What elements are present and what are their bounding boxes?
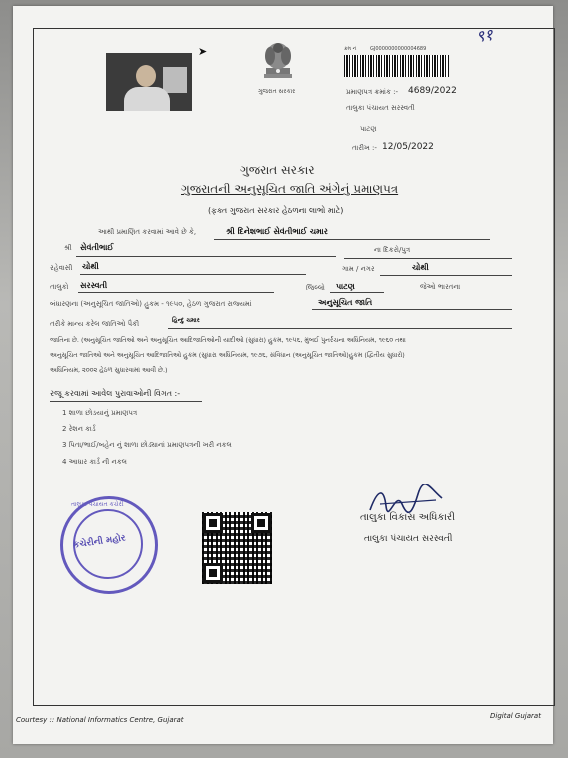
gov-title: ગુજરાત સરકાર	[240, 163, 315, 177]
officer-title: તાલુકા વિકાસ અધિકારી	[360, 512, 455, 523]
recognized-label: તરીકે માન્ય કરેલ જાતિઓ પૈકી	[50, 320, 140, 328]
holder-name: શ્રી દિનેશભાઈ સેવંતીભાઈ ચમાર	[226, 227, 328, 236]
place-value: ચોથી	[82, 262, 99, 271]
document-item-3: 3 પિતા/ભાઈ/બહેન નું શાળા છોડ્યાનાં પ્રમાણપત્રની ખરી નકલ	[62, 441, 232, 449]
district-line: પાટણ	[360, 125, 377, 133]
date-label: તારીખ :-	[352, 144, 377, 152]
category-value: અનુસૂચિત જાતિ	[318, 298, 373, 307]
arrow-mark-icon: ➤	[198, 45, 208, 58]
footer-brand: Digital Gujarat	[490, 712, 541, 720]
office-seal	[60, 496, 158, 594]
applicant-photo	[106, 53, 192, 111]
document-item-2: 2 રેશન કાર્ડ	[62, 425, 96, 433]
constitution-line: બંધારણના (અનુસૂચિત જાતિઓ) હુકમ - ૧૯૫૦, હેઠળ ગુજરાત રાજ્યમાં	[50, 300, 252, 308]
footer-courtesy: Courtesy :: National Informatics Centre, Gujarat	[16, 716, 184, 724]
office-line: તાલુકા પંચાયત સરસ્વતી	[346, 104, 415, 112]
documents-heading: રજૂ કરવામાં આવેલ પુરાવાઓની વિગત :-	[50, 389, 181, 398]
village-label: ગામ / નગર	[342, 265, 375, 273]
para-line-3: અધિનિયમ, ૨૦૦૨ હેઠળ સુધારવામાં આવી છે.)	[50, 366, 168, 374]
barcode-number: GJ0000000000004689	[370, 46, 427, 52]
cert-no-label: પ્રમાણપત્ર ક્રમાંક :-	[346, 88, 399, 96]
seal-ring-text: તાલુકા પંચાયત કચેરી	[71, 501, 124, 508]
document-item-1: 1 શાળા છોડયાનું પ્રમાણપત્ર	[62, 409, 138, 417]
cert-no: 4689/2022	[408, 86, 457, 96]
barcode	[344, 55, 449, 77]
caste-value: હિન્દુ ચમાર	[172, 317, 200, 324]
qr-code	[202, 512, 272, 584]
para-line-2: અનુસૂચિત જાતિઓ અને અનુસૂચિત આદિજાતિઓ હુકમ (સુધારા અધિનિયમ, ૧૯૭૬, સંવિધાન (અનુસૂચિત જાતિઓ)હુકમ (દ્વિતીય સુધારો)	[50, 351, 405, 359]
shri-label: શ્રી	[64, 244, 72, 252]
son-of-label: ના દિકરો/પુત્ર	[374, 246, 411, 254]
certificate-title: ગુજરાતની અનુસૂચિત જાતિ અંગેનું પ્રમાણપત્ર	[181, 182, 399, 196]
district-label: જિલ્લો	[306, 284, 325, 292]
officer-office: તાલુકા પંચાયત સરસ્વતી	[364, 534, 453, 544]
document-item-4: 4 આધાર કાર્ડ ની નકલ	[62, 458, 127, 466]
national-emblem-icon	[256, 38, 300, 86]
certificate-subtitle: (ફક્ત ગુજરાત સરકાર હેઠળના લાભો માટે)	[208, 206, 344, 215]
taluka-value: સરસ્વતી	[80, 281, 108, 290]
district-value: પાટણ	[336, 282, 355, 291]
father-name: સેવંતીભાઈ	[80, 243, 114, 252]
seal-center-text: કચેરીની મહોર	[72, 533, 127, 551]
issue-date: 12/05/2022	[382, 142, 434, 152]
intro-text: આથી પ્રમાણિત કરવામાં આવે છે કે,	[98, 228, 197, 236]
emblem-caption: ગુજરાત સરકાર	[258, 88, 296, 95]
serial-small-label: ક્રમ નં	[344, 46, 357, 52]
taluka-label: તાલુકો	[50, 283, 69, 291]
village-value: ચોથી	[412, 263, 429, 272]
state-label: જેઓ ભારતના	[420, 283, 461, 291]
para-line-1: જાતિના છે. (અનુસૂચિત જાતિઓ અને અનુસૂચિત આદિજાતિઓની યાદીઓ (સુધારા) હુકમ, ૧૯૫૬, મુંબઈ પુનર્રચના અધિનિયમ, ૧૯૬૦ તથા	[50, 336, 406, 344]
place-label: રહેવાસી	[50, 264, 73, 272]
handwritten-number: ९१	[474, 24, 494, 47]
